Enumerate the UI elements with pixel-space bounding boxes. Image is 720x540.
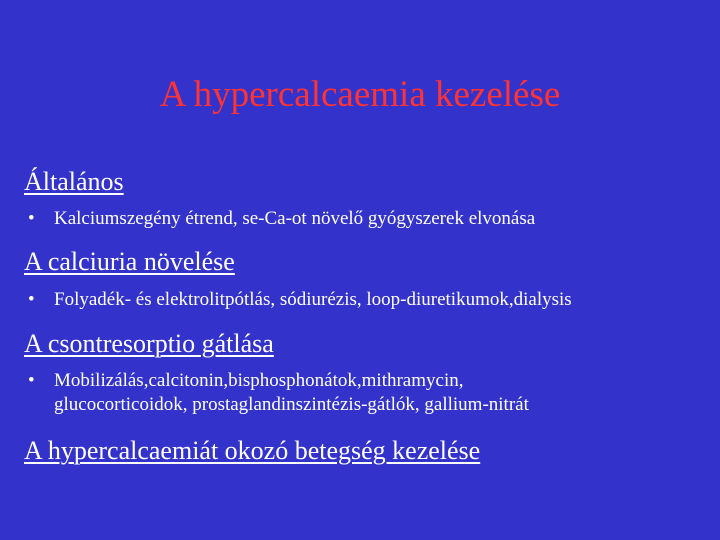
section-heading-betegseg-kezelese: A hypercalcaemiát okozó betegség kezelése	[24, 436, 481, 465]
section-heading-csontresorptio: A csontresorptio gátlása	[24, 329, 274, 358]
section-heading-altalanos: Általános	[24, 167, 124, 196]
bullet-text: Folyadék- és elektrolitpótlás, sódiurézis, loop-diuretikumok,dialysis	[54, 289, 572, 310]
slide-title: A hypercalcaemia kezelése	[159, 74, 561, 115]
bullet-item	[28, 369, 529, 417]
bullet-dot: •	[28, 208, 35, 229]
bullet-dot: •	[28, 289, 35, 310]
bullet-text-continuation: glucocorticoidok, prostaglandinszintézis-gátlók, gallium-nitrát	[54, 394, 529, 415]
bullet-item	[28, 288, 572, 312]
section-heading-calciuria: A calciuria növelése	[24, 247, 235, 276]
bullet-dot: •	[28, 370, 35, 391]
bullet-text: Kalciumszegény étrend, se-Ca-ot növelő gyógyszerek elvonása	[54, 208, 536, 229]
bullet-text: Mobilizálás,calcitonin,bisphosphonátok,mithramycin,	[54, 370, 464, 391]
bullet-item	[28, 207, 535, 231]
